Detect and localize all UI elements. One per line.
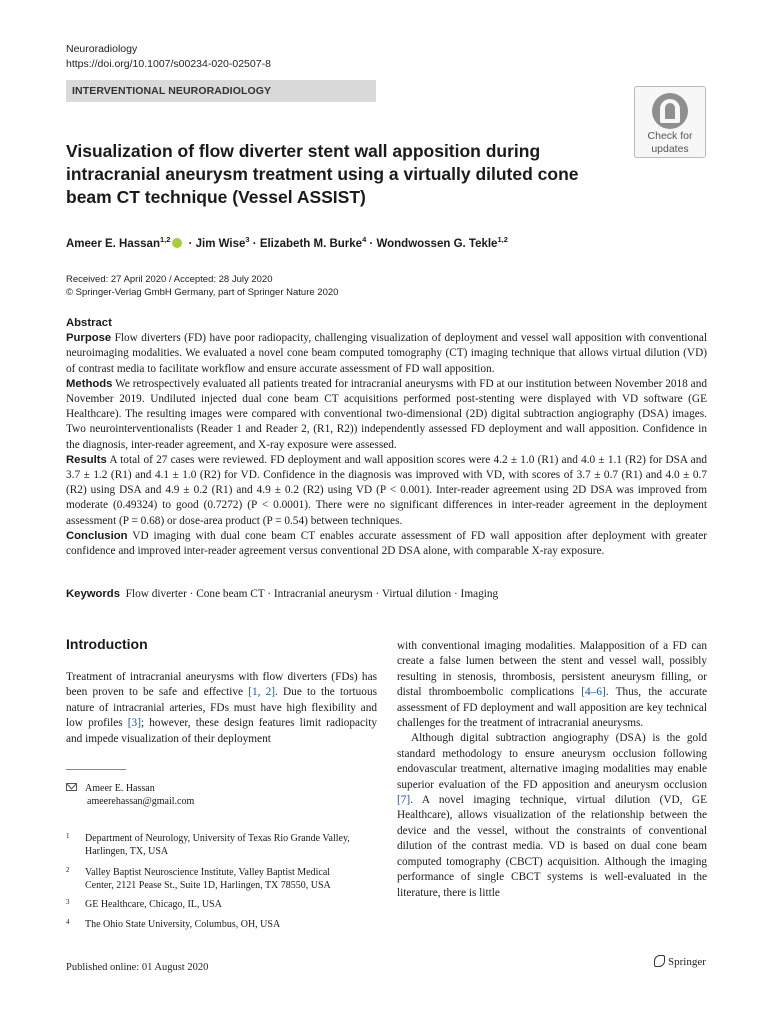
check-updates-line1: Check for — [647, 130, 693, 142]
affiliation-line: Valley Baptist Neuroscience Institute, Valley Baptist Medical — [85, 867, 331, 878]
publisher-name: Springer — [668, 956, 706, 968]
crossmark-icon — [652, 93, 688, 129]
doi-link[interactable]: https://doi.org/10.1007/s00234-020-02507-8 — [66, 58, 271, 70]
abstract-conclusion — [66, 529, 707, 559]
affiliation-line: Harlingen, TX, USA — [85, 846, 169, 857]
purpose-label: Purpose — [66, 332, 112, 345]
copyright-line: © Springer-Verlag GmbH Germany, part of Springer Nature 2020 — [66, 287, 339, 298]
contact-name: Ameer E. Hassan — [85, 783, 155, 794]
conclusion-text: VD imaging with dual cone beam CT enables accurate assessment of FD wall apposition after deployment with greater confidence and improved inter-reader agreement versus conventional 2D DSA alone, with comparable X-ray exposure. — [66, 529, 708, 558]
keywords-label: Keywords — [66, 588, 120, 600]
affiliation-3 — [66, 898, 386, 911]
intro-text: Although digital subtraction angiography (DSA) is the gold standard methodology to ensure aneurysm occlusion following endovascular treatment, alternative imaging modalities may enable superior evaluation of the FD apposition and aneurysm occlusion — [397, 732, 707, 791]
article-title: Visualization of flow diverter stent wall apposition during intracranial aneurysm treatment using a virtually diluted cone beam CT technique (Vessel ASSIST) — [66, 141, 579, 207]
received-accepted: Received: 27 April 2020 / Accepted: 28 July 2020 — [66, 274, 273, 285]
intro-right-column — [397, 639, 707, 901]
article-dates — [66, 273, 338, 299]
citation-link[interactable]: [7] — [397, 794, 411, 807]
footnote-divider — [66, 769, 126, 770]
abstract-heading: Abstract — [66, 317, 112, 329]
citation-link[interactable]: [4–6] — [581, 686, 606, 699]
orcid-icon[interactable] — [172, 238, 182, 248]
author-name[interactable]: Jim Wise — [195, 237, 246, 250]
keywords — [66, 588, 707, 600]
affiliation-line: Department of Neurology, University of Texas Rio Grande Valley, — [85, 833, 350, 844]
author-affil-sup: 1,2 — [159, 235, 171, 244]
affiliation-number: 4 — [66, 918, 70, 926]
author-affil-sup: 4 — [362, 235, 367, 244]
author-affil-sup: 1,2 — [497, 235, 508, 244]
intro-text: . Thus, the accurate assessment of FD deployment and wall apposition are key technical challenges for the treatment of intracranial aneurysms. — [397, 686, 708, 730]
intro-paragraph — [397, 731, 707, 900]
affiliation-number: 3 — [66, 898, 70, 906]
affiliation-number: 1 — [66, 832, 70, 840]
intro-text: with conventional imaging modalities. Malapposition of a FD can create a false lumen between the stent and vessel wall, possibly resulting in stenosis, thrombosis, persistent aneurysm filling, or distal thromboembolic complications — [397, 640, 707, 699]
published-online: Published online: 01 August 2020 — [66, 962, 209, 973]
check-updates-line2: updates — [651, 143, 689, 155]
results-label: Results — [66, 453, 107, 466]
check-for-updates-button[interactable] — [634, 86, 706, 158]
mail-icon — [66, 783, 77, 791]
affiliation-number: 2 — [66, 866, 70, 874]
abstract-methods — [66, 377, 707, 453]
abstract-purpose — [66, 331, 707, 377]
intro-text: ; however, these design features limit radiopacity and impede visualization of their deployment — [66, 717, 377, 745]
abstract-results — [66, 453, 707, 529]
journal-name: Neuroradiology — [66, 43, 138, 55]
author-affil-sup: 3 — [245, 235, 250, 244]
intro-paragraph — [397, 639, 707, 731]
conclusion-label: Conclusion — [66, 529, 128, 542]
affiliation-line: The Ohio State University, Columbus, OH, USA — [85, 919, 281, 930]
keywords-text: Flow diverter · Cone beam CT · Intracranial aneurysm · Virtual dilution · Imaging — [125, 588, 499, 600]
intro-left-column — [66, 670, 377, 747]
intro-text: . Due to the tortuous nature of intracranial arteries, FDs must have high flexibility and low profiles — [66, 686, 377, 730]
abstract — [66, 316, 707, 559]
intro-text: . A novel imaging technique, virtual dilution (VD, GE Healthcare), allows visualization of the relationship between the device and the vessel, without the constraints of conventional dilution of the contrast media. VD is based on dual cone beam computed tomography (CBCT) acquisition. Although the imaging performance of single CBCT systems is well-evaluated in the literature, there is little — [397, 794, 707, 899]
contact-email[interactable]: ameerehassan@gmail.com — [87, 796, 195, 807]
results-text: A total of 27 cases were reviewed. FD deployment and wall apposition scores were 4.2 ± 1.0 (R1) and 4.0 ± 1.1 (R2) for DSA and 3.7 ± 1.2 (R1) and 4.1 ± 1.0 (R2) for VD. Confidence in the diagnosis was improved with VD, with scores of 3.7 ± 0.7 (R1) and 4.0 ± 0.7 (R2) using DSA and 4.9 ± 0.2 (R1) and 4.9 ± 0.2 (R2) using VD (P < 0.001). Inter-reader agreement using 2D DSA was improved from moderate (0.49324) to good (0.7272) (P < 0.0001). There were no significant differences in inter-reader agreement in the deployment assessment (P = 0.68) or dose-area product (P = 0.54) between techniques. — [66, 453, 707, 527]
affiliation-1 — [66, 832, 386, 858]
citation-link[interactable]: [1, 2] — [248, 686, 276, 699]
springer-horse-icon — [654, 955, 665, 967]
methods-text: We retrospectively evaluated all patients treated for intracranial aneurysms with FD at our institution between November 2018 and November 2019. Undiluted injected dual cone beam CT acquisitions performed post-stenting were displayed with VD software (GE Healthcare). The resulting images were compared with conventional two-dimensional (2D) digital subtraction angiography (DSA) images. Two neurointerventionalists (Reader 1 and Reader 2, (R1, R2)) independently assessed FD deployment and wall apposition. Confidence in the diagnosis, inter-reader agreement, and X-ray exposure were assessed. — [66, 377, 707, 451]
introduction-heading: Introduction — [66, 636, 148, 652]
affiliation-4 — [66, 918, 386, 931]
author-name[interactable]: Ameer E. Hassan — [66, 237, 160, 250]
affiliation-line: Center, 2121 Pease St., Suite 1D, Harlingen, TX 78550, USA — [85, 880, 331, 891]
author-list: Ameer E. Hassan$^{1,2}$ · Jim Wise$^3$ · Elizabeth M. Burke$^4$ · Wondwossen G. Tekle$^{1,2}$ — [66, 235, 508, 250]
methods-label: Methods — [66, 377, 113, 390]
section-label: INTERVENTIONAL NEURORADIOLOGY — [66, 80, 376, 102]
author-name[interactable]: Wondwossen G. Tekle — [376, 237, 498, 250]
affiliation-line: GE Healthcare, Chicago, IL, USA — [85, 899, 222, 910]
publisher-logo — [654, 955, 706, 968]
intro-text: Treatment of intracranial aneurysms with flow diverters (FDs) has been proven to be safe and effective — [66, 671, 377, 699]
author-name[interactable]: Elizabeth M. Burke — [259, 237, 363, 250]
purpose-text: Flow diverters (FD) have poor radiopacity, challenging visualization of deployment and vessel wall apposition with conventional neuroimaging modalities. We evaluated a novel cone beam computed tomography (CT) imaging technique that allows virtual dilution (VD) of contrast media to facilitate workflow and ensure accurate assessment of FD wall apposition. — [66, 332, 707, 375]
citation-link[interactable]: [3] — [127, 717, 141, 730]
affiliation-2 — [66, 866, 386, 892]
corresponding-author — [66, 782, 194, 808]
